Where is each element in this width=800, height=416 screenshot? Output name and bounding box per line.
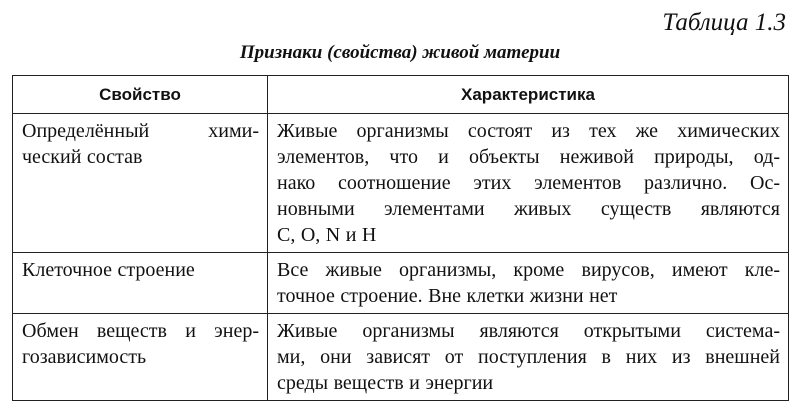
characteristic-line: нако соотношение этих элементов различно. Ос- <box>277 172 780 194</box>
characteristic-line: точное строение. Вне клетки жизни нет <box>277 285 618 307</box>
characteristic-line: среды веществ и энергии <box>277 372 494 394</box>
characteristic-line: C, O, N и H <box>277 224 377 246</box>
characteristic-cell <box>268 114 789 253</box>
property-line: гозависимость <box>22 346 147 368</box>
header-row <box>13 76 789 114</box>
property-line: Обмен веществ и энер- <box>22 320 259 342</box>
table-number: Таблица 1.3 <box>662 9 786 36</box>
property-cell <box>13 253 268 314</box>
table-row <box>13 314 789 401</box>
characteristic-line: Живые организмы состоят из тех же химических <box>277 120 780 142</box>
characteristic-line: Все живые организмы, кроме вирусов, имеют кле- <box>277 259 780 281</box>
header-property: Свойство <box>13 76 268 114</box>
property-cell <box>13 114 268 253</box>
characteristic-line: новными элементами живых существ являются <box>277 198 780 220</box>
property-line: ческий состав <box>22 146 143 168</box>
characteristic-cell <box>268 314 789 401</box>
table-caption: Признаки (свойства) живой материи <box>239 42 561 63</box>
characteristic-line: ми, они зависят от поступления в них из внешней <box>277 346 780 368</box>
property-line: Клеточное строение <box>22 259 195 281</box>
header-characteristic: Характеристика <box>268 76 789 114</box>
characteristic-line: Живые организмы являются открытыми система- <box>277 320 780 342</box>
property-line: Определённый хими- <box>22 120 259 142</box>
characteristic-cell <box>268 253 789 314</box>
table-row <box>13 253 789 314</box>
characteristic-line: элементов, что и объекты неживой природы, од- <box>277 146 780 168</box>
table-row <box>13 114 789 253</box>
properties-table <box>12 75 789 401</box>
property-cell <box>13 314 268 401</box>
